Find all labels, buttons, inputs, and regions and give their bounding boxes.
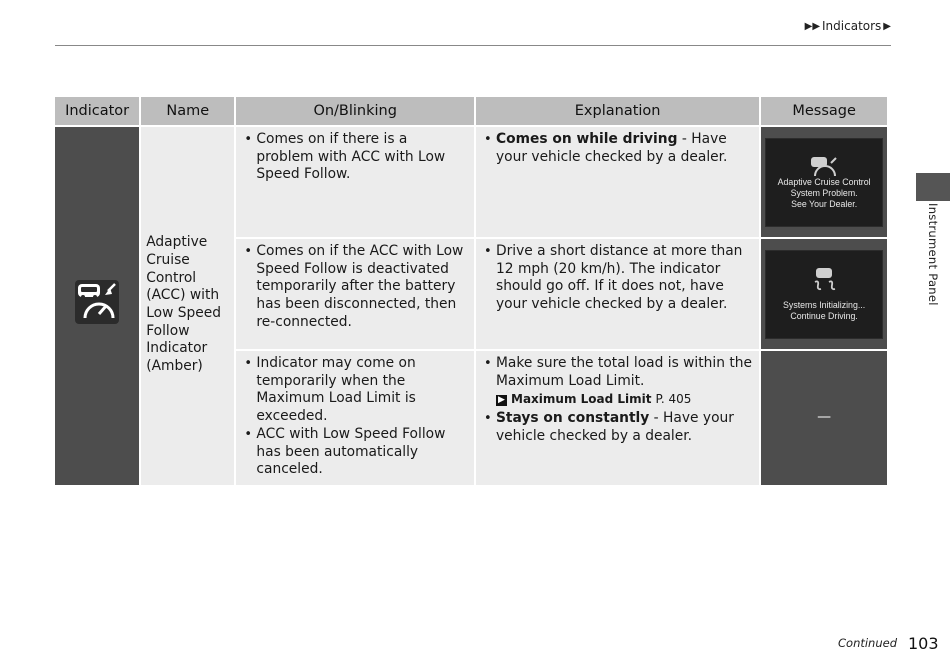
on-blinking-cell bbox=[236, 127, 474, 237]
double-arrow-icon: ▶▶ bbox=[804, 20, 821, 32]
list-item: • Indicator may come on temporarily when the Maximum Load Limit is exceeded. bbox=[242, 355, 468, 426]
vsa-screen-icon bbox=[811, 266, 837, 292]
reference-arrow-icon: ▶ bbox=[496, 395, 507, 406]
table-header-row bbox=[55, 97, 887, 125]
header-name: Name bbox=[141, 97, 234, 125]
explanation-cell bbox=[476, 239, 759, 349]
acc-screen-icon bbox=[809, 155, 839, 177]
message-screen bbox=[765, 250, 883, 339]
side-tab-marker bbox=[916, 173, 950, 201]
message-line: See Your Dealer. bbox=[791, 198, 858, 209]
header-indicator: Indicator bbox=[55, 97, 139, 125]
table-row bbox=[55, 127, 887, 237]
explanation-bold: Stays on constantly bbox=[496, 410, 650, 427]
on-blinking-cell bbox=[236, 351, 474, 485]
explanation-cell bbox=[476, 127, 759, 237]
message-cell bbox=[761, 127, 887, 237]
name-cell: Adaptive Cruise Control (ACC) with Low Speed Follow Indicator (Amber) bbox=[141, 127, 234, 485]
message-cell bbox=[761, 239, 887, 349]
header-message: Message bbox=[761, 97, 887, 125]
continued-label: Continued bbox=[838, 636, 898, 650]
message-line: System Problem. bbox=[790, 187, 858, 198]
explanation-bold: Comes on while driving bbox=[496, 131, 678, 147]
reference-label: Maximum Load Limit bbox=[511, 392, 652, 407]
list-item bbox=[482, 410, 753, 445]
indicator-cell bbox=[55, 127, 139, 485]
message-cell bbox=[761, 351, 887, 485]
cross-reference[interactable] bbox=[482, 391, 753, 409]
message-screen bbox=[765, 138, 883, 227]
header-explanation: Explanation bbox=[476, 97, 759, 125]
message-line: Continue Driving. bbox=[790, 311, 858, 321]
top-divider bbox=[55, 45, 891, 46]
explanation-cell bbox=[476, 351, 759, 485]
reference-page: P. 405 bbox=[655, 392, 692, 407]
list-item: • Make sure the total load is within the Maximum Load Limit. bbox=[482, 355, 753, 390]
page-number: 103 bbox=[908, 634, 939, 653]
breadcrumb-label: Indicators bbox=[822, 19, 882, 33]
no-message-dash: — bbox=[817, 409, 832, 426]
indicator-table bbox=[53, 95, 889, 487]
list-item: • Comes on if there is a problem with ACC with Low Speed Follow. bbox=[242, 131, 468, 184]
breadcrumb bbox=[805, 19, 891, 33]
acc-indicator-icon bbox=[75, 280, 119, 324]
explanation-text: - Have your vehicle checked by a dealer. bbox=[496, 410, 734, 444]
on-blinking-cell bbox=[236, 239, 474, 349]
list-item: • ACC with Low Speed Follow has been automatically canceled. bbox=[242, 426, 468, 479]
message-line: Systems Initializing... bbox=[783, 300, 866, 310]
side-tab-label: Instrument Panel bbox=[926, 203, 940, 306]
explanation-text: - Have your vehicle checked by a dealer. bbox=[496, 131, 728, 165]
list-item bbox=[482, 131, 753, 166]
header-on-blinking: On/Blinking bbox=[236, 97, 474, 125]
list-item: • Drive a short distance at more than 12 mph (20 km/h). The indicator should go off. If it does not, have your vehicle checked by a dealer. bbox=[482, 243, 753, 314]
message-line: Adaptive Cruise Control bbox=[777, 176, 871, 187]
arrow-icon: ▶ bbox=[883, 20, 891, 32]
list-item: • Comes on if the ACC with Low Speed Follow is deactivated temporarily after the battery has been disconnected, then re-connected. bbox=[242, 243, 468, 332]
